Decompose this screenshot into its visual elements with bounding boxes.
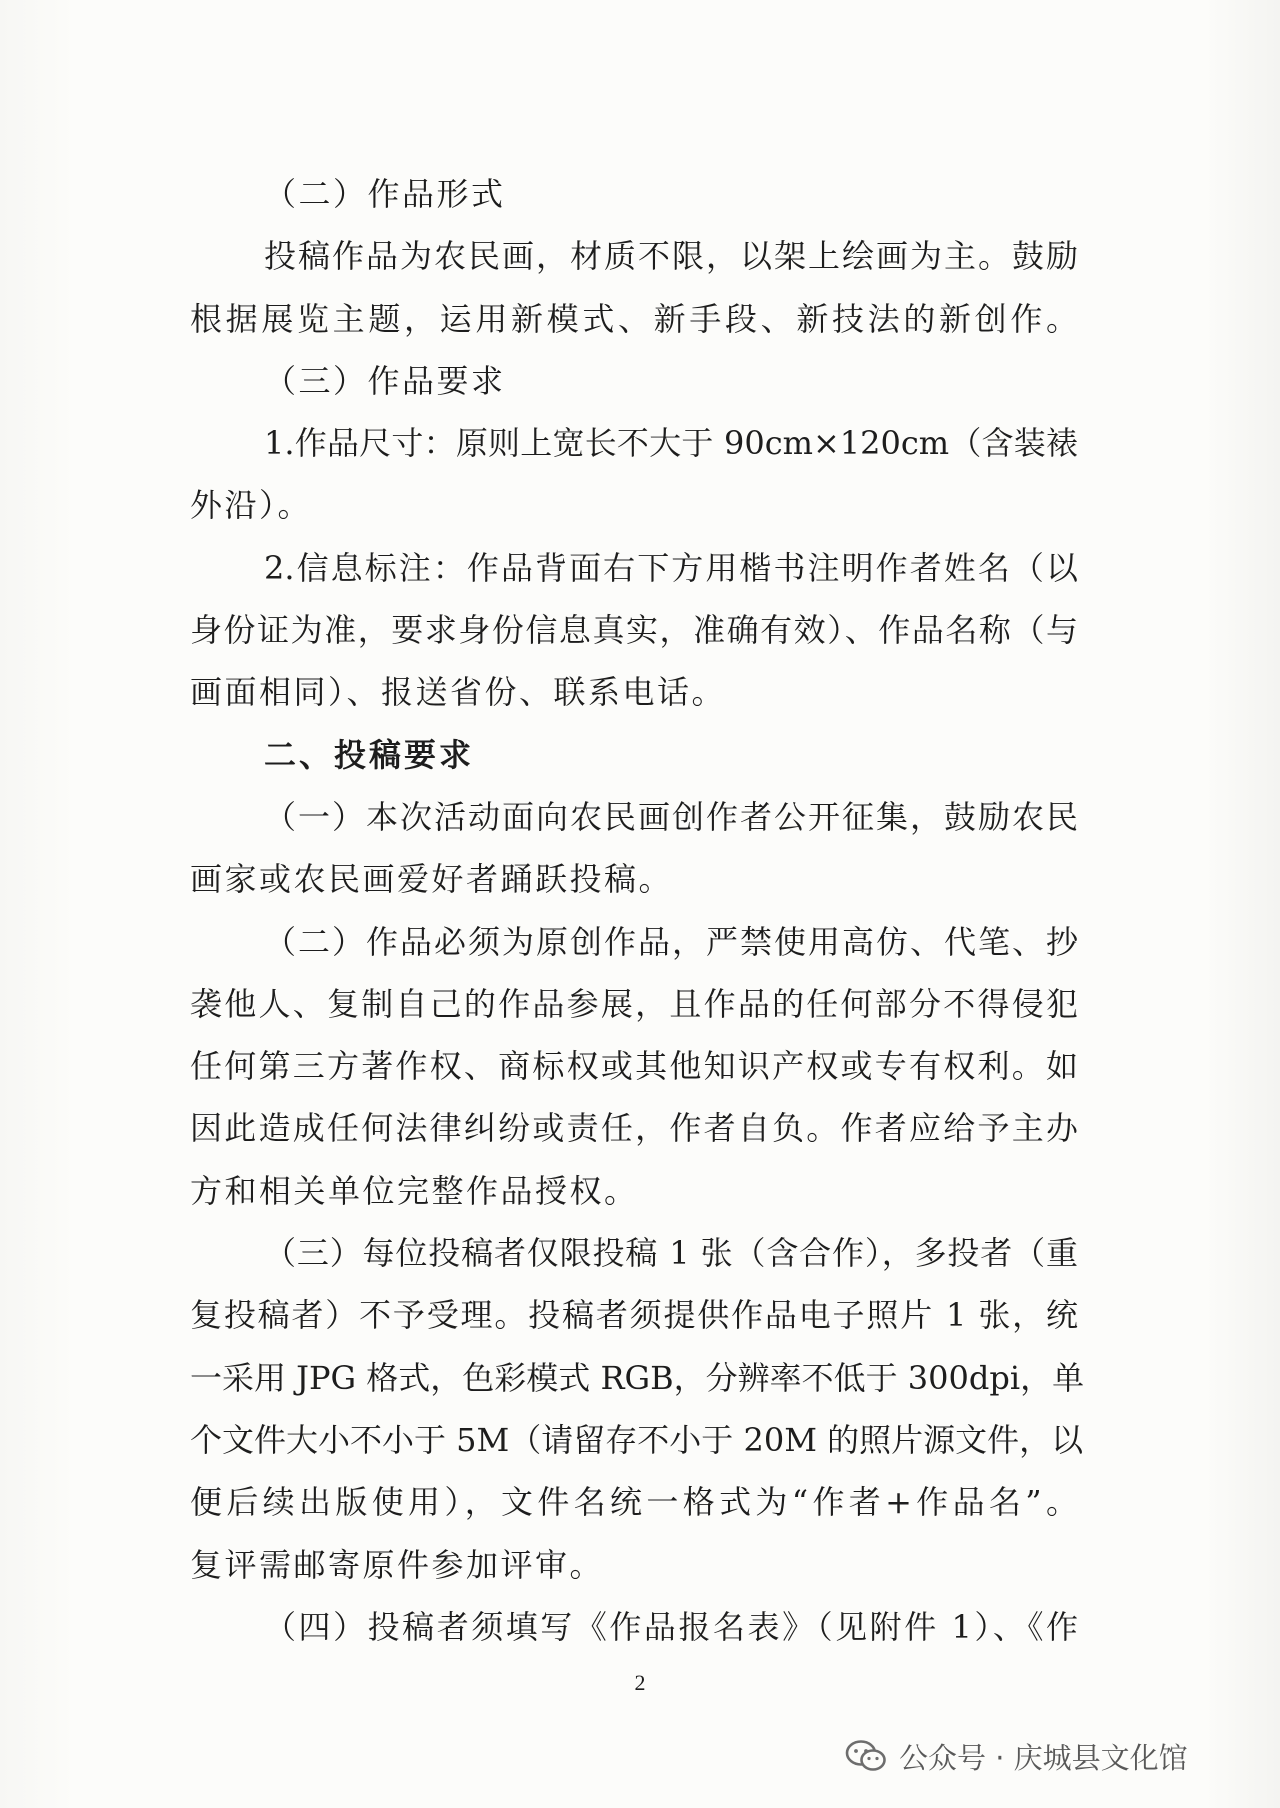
text-line: 方和相关单位完整作品授权。 xyxy=(190,1171,639,1210)
text-line: 外沿）。 xyxy=(190,486,313,525)
text-line: （四）投稿者须填写《作品报名表》（见附件 1）、《作 xyxy=(264,1607,1078,1646)
text-line: 画面相同）、报送省份、联系电话。 xyxy=(190,673,727,712)
watermark-text: 公众号 · 庆城县文化馆 xyxy=(899,1740,1188,1775)
text-line: 便后续出版使用），文件名统一格式为“作者+作品名”。 xyxy=(190,1483,1078,1522)
subheading-work-form: （二）作品形式 xyxy=(264,175,506,213)
text-line: 因此造成任何法律纠纷或责任，作者自负。作者应给予主办 xyxy=(190,1109,1078,1148)
text-line: 1.作品尺寸：原则上宽长不大于 90cm×120cm（含装裱 xyxy=(264,424,1078,463)
text-line: 袭他人、复制自己的作品参展，且作品的任何部分不得侵犯 xyxy=(190,984,1078,1023)
text-line: 身份证为准，要求身份信息真实，准确有效）、作品名称（与 xyxy=(190,611,1078,650)
text-line: （二）作品必须为原创作品，严禁使用高仿、代笔、抄 xyxy=(264,922,1078,961)
watermark xyxy=(845,1736,1188,1776)
text-line: 个文件大小不小于 5M（请留存不小于 20M 的照片源文件，以 xyxy=(190,1420,1084,1459)
text-line: 一采用 JPG 格式，色彩模式 RGB，分辨率不低于 300dpi，单 xyxy=(190,1358,1085,1397)
text-line: 2.信息标注：作品背面右下方用楷书注明作者姓名（以 xyxy=(264,548,1078,587)
text-line: 根据展览主题，运用新模式、新手段、新技法的新创作。 xyxy=(190,299,1078,338)
text-line: 复投稿者）不予受理。投稿者须提供作品电子照片 1 张，统 xyxy=(190,1296,1078,1335)
page-number: 2 xyxy=(634,1670,646,1695)
text-line: （三）每位投稿者仅限投稿 1 张（含合作），多投者（重 xyxy=(264,1234,1078,1273)
text-line: 复评需邮寄原件参加评审。 xyxy=(190,1545,605,1584)
section-heading-submission: 二、投稿要求 xyxy=(264,735,475,774)
subheading-work-requirements: （三）作品要求 xyxy=(264,361,506,400)
text-line: 任何第三方著作权、商标权或其他知识产权或专有权利。如 xyxy=(190,1047,1078,1086)
wechat-icon xyxy=(845,1739,887,1773)
text-line: （一）本次活动面向农民画创作者公开征集，鼓励农民 xyxy=(264,797,1078,836)
text-line: 投稿作品为农民画，材质不限，以架上绘画为主。鼓励 xyxy=(264,237,1078,276)
text-line: 画家或农民画爱好者踊跃投稿。 xyxy=(190,860,674,899)
document-body xyxy=(190,163,1085,1658)
